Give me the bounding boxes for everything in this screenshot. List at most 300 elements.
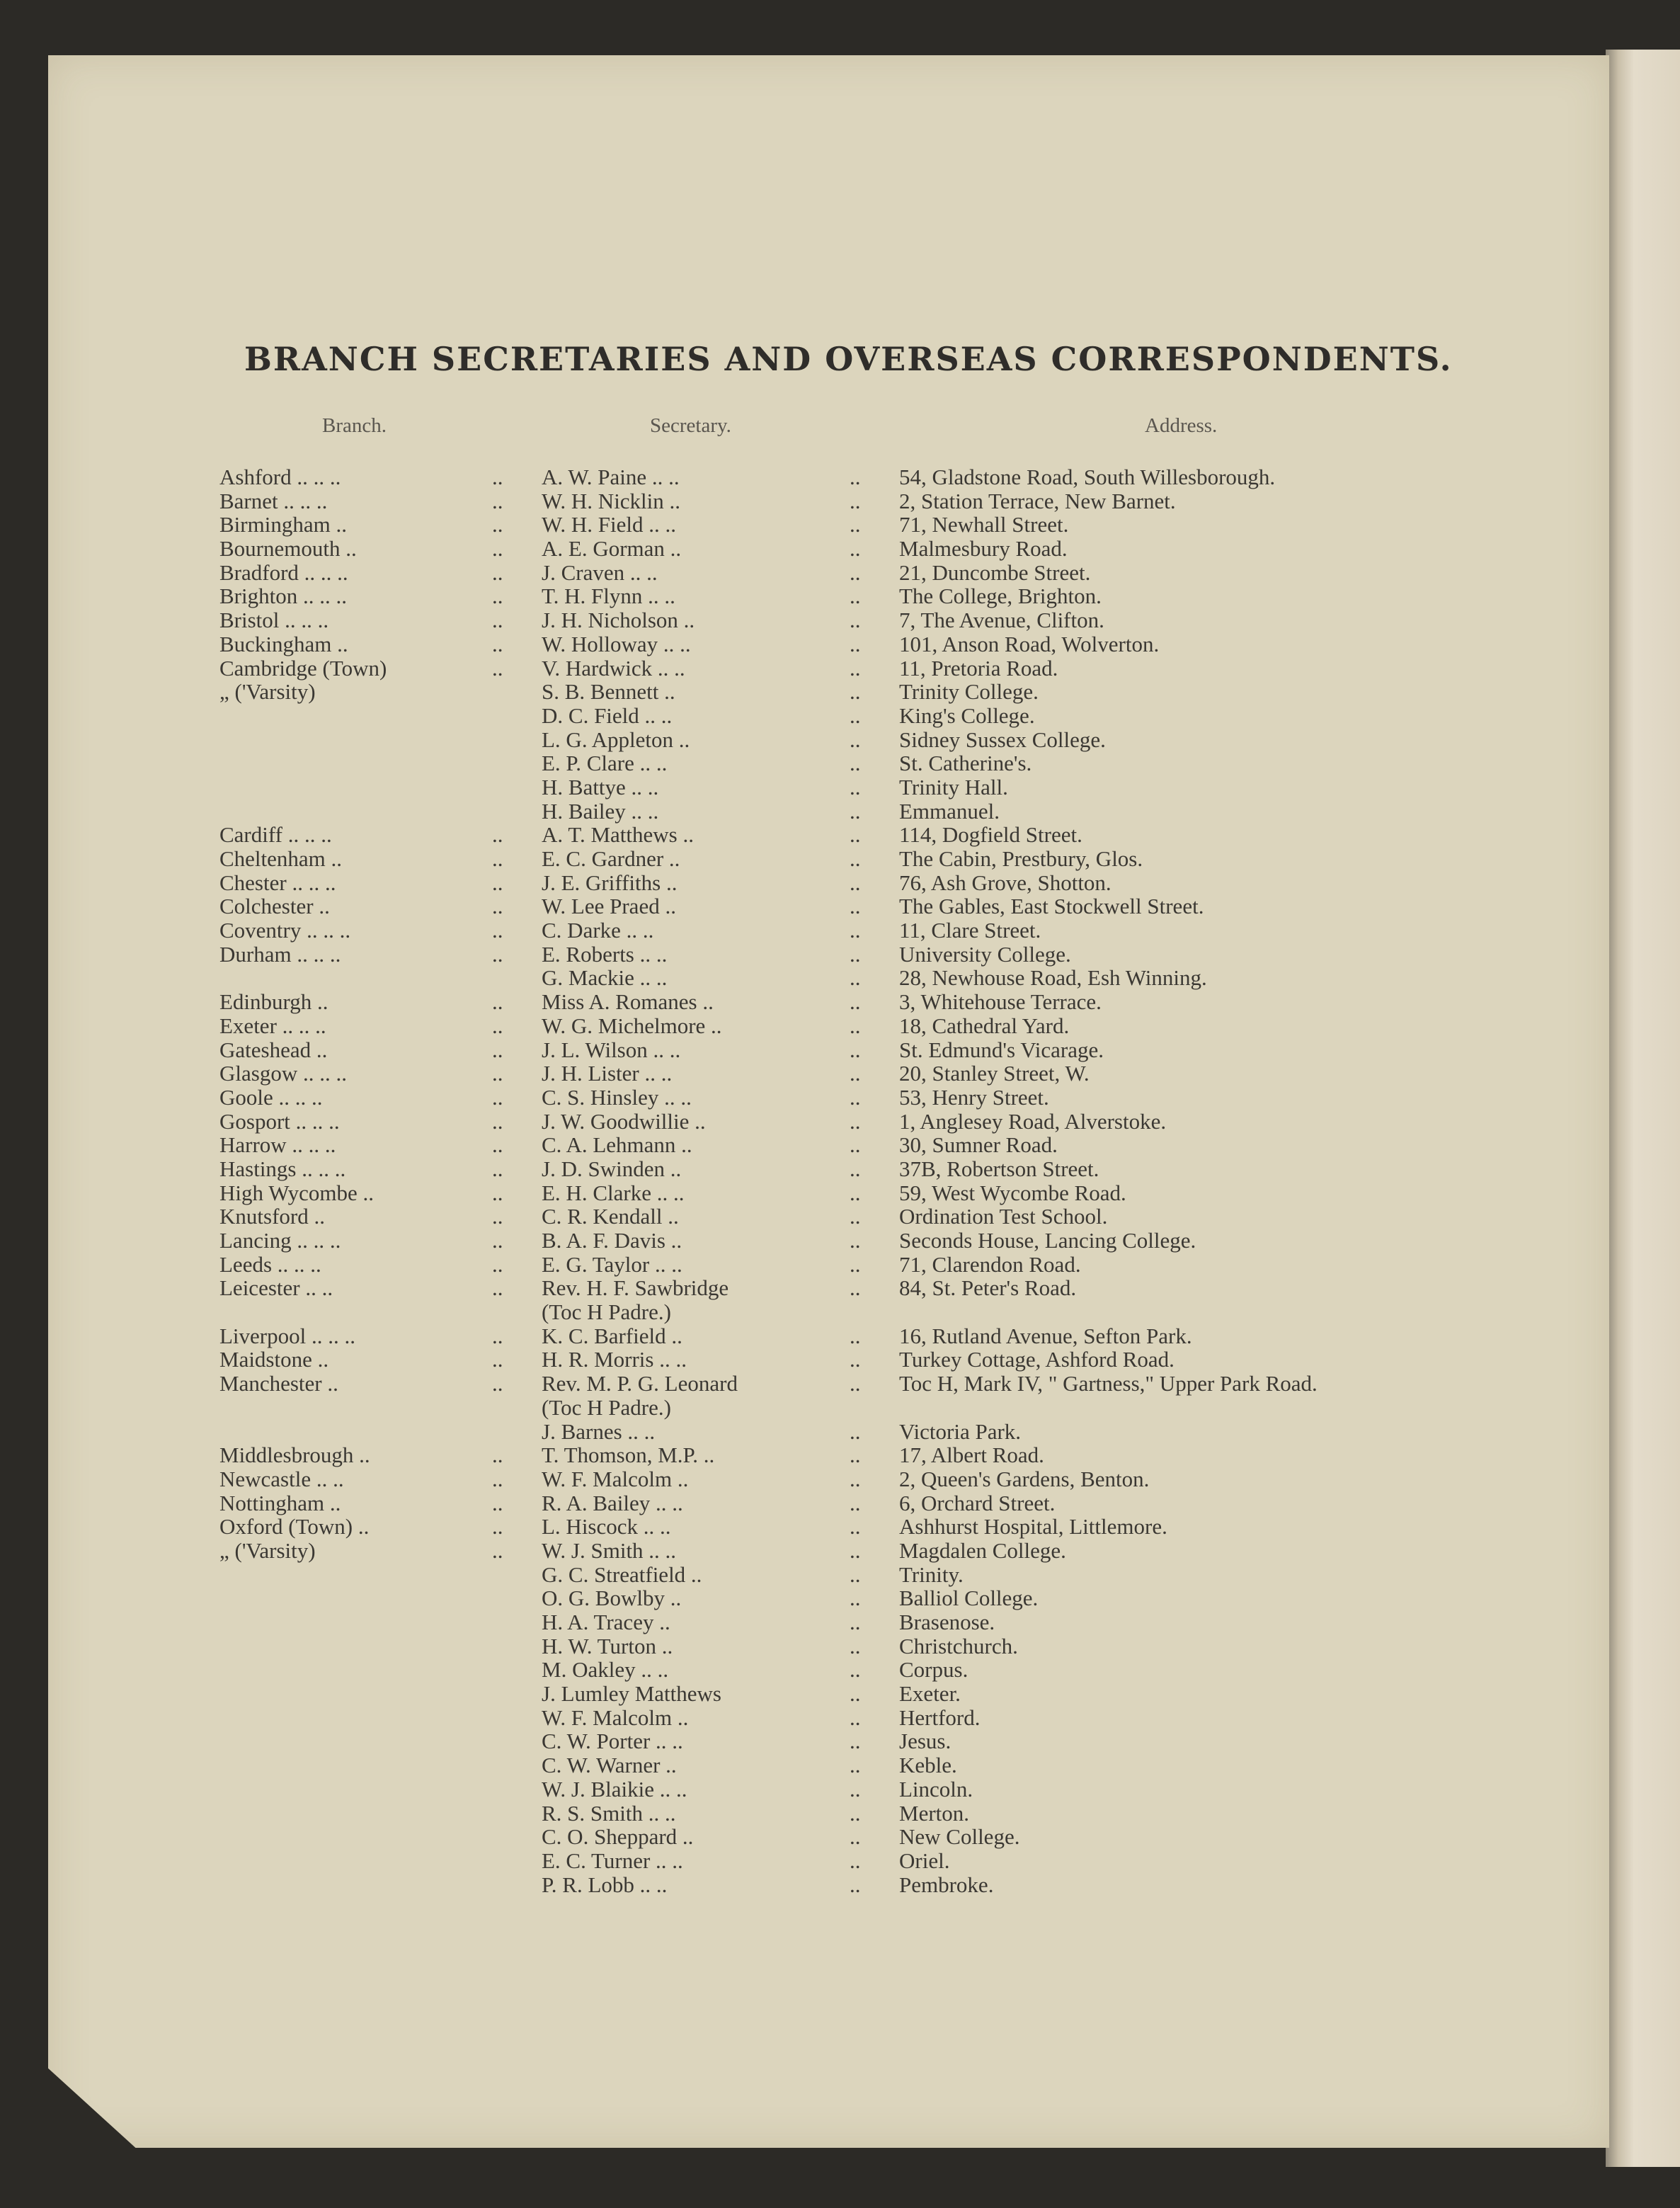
branch-name: Birmingham .. <box>219 512 347 537</box>
secretary-name: C. W. Porter .. .. <box>542 1729 683 1754</box>
address-text: Toc H, Mark IV, " Gartness," Upper Park Road. <box>899 1371 1318 1396</box>
directory-row <box>219 1539 1550 1563</box>
address-text: The Gables, East Stockwell Street. <box>899 894 1204 919</box>
branch-name: Bournemouth .. <box>219 536 357 562</box>
secretary-name: W. Holloway .. .. <box>542 631 691 656</box>
leader-dots: .. <box>850 1418 861 1444</box>
leader-dots: .. <box>850 1156 861 1181</box>
address-text: 2, Queen's Gardens, Benton. <box>899 1466 1150 1491</box>
directory-row <box>219 1515 1550 1539</box>
leader-dots: .. <box>850 1561 861 1587</box>
directory-row <box>219 465 1550 489</box>
leader-dots: .. <box>850 1872 861 1897</box>
branch-name: „ ('Varsity) <box>219 1537 316 1563</box>
directory-row <box>219 1873 1550 1897</box>
directory-row <box>219 1229 1550 1253</box>
leader-dots: .. <box>850 1490 861 1515</box>
directory-row <box>219 1658 1550 1682</box>
leader-dots: .. <box>850 1061 861 1086</box>
directory-row <box>219 1682 1550 1706</box>
address-text: Oriel. <box>899 1848 950 1873</box>
branch-name: Brighton .. .. .. <box>219 584 347 609</box>
directory-row <box>219 1753 1550 1777</box>
secretary-name: J. W. Goodwillie .. <box>542 1108 706 1134</box>
directory-row <box>219 775 1550 799</box>
leader-dots: .. <box>850 584 861 609</box>
directory-row <box>219 608 1550 632</box>
secretary-name: R. A. Bailey .. .. <box>542 1490 683 1515</box>
address-text: 71, Clarendon Road. <box>899 1251 1081 1277</box>
directory-row <box>219 1777 1550 1802</box>
leader-dots: .. <box>850 1347 861 1372</box>
address-text: 30, Sumner Road. <box>899 1132 1058 1158</box>
secretary-name: H. R. Morris .. .. <box>542 1347 687 1372</box>
directory-row <box>219 751 1550 775</box>
branch-name: Bradford .. .. .. <box>219 559 348 585</box>
leader-dots: .. <box>850 1537 861 1563</box>
address-text: 37B, Robertson Street. <box>899 1156 1099 1181</box>
branch-name: Nottingham .. <box>219 1490 341 1515</box>
branch-name: Gateshead .. <box>219 1037 328 1062</box>
address-text: 76, Ash Grove, Shotton. <box>899 870 1112 895</box>
branch-name: Colchester .. <box>219 894 330 919</box>
secretary-name: J. L. Wilson .. .. <box>542 1037 681 1062</box>
leader-dots: .. <box>492 1323 503 1348</box>
leader-dots: .. <box>850 679 861 705</box>
directory-row <box>219 632 1550 656</box>
leader-dots: .. <box>850 1466 861 1491</box>
secretary-name: T. H. Flynn .. .. <box>542 584 675 609</box>
leader-dots: .. <box>492 1251 503 1277</box>
directory-row <box>219 1157 1550 1181</box>
leader-dots: .. <box>850 1848 861 1873</box>
branch-name: Buckingham .. <box>219 631 348 656</box>
leader-dots: .. <box>850 1228 861 1253</box>
leader-dots: .. <box>850 1204 861 1229</box>
leader-dots: .. <box>850 846 861 871</box>
leader-dots: .. <box>492 1466 503 1491</box>
secretary-name: V. Hardwick .. .. <box>542 655 685 681</box>
address-text: 54, Gladstone Road, South Willesborough. <box>899 465 1276 489</box>
secretary-name: Miss A. Romanes .. <box>542 989 714 1015</box>
directory-row <box>219 1825 1550 1849</box>
secretary-name: (Toc H Padre.) <box>542 1299 671 1325</box>
directory-row <box>219 656 1550 681</box>
branch-name: Cambridge (Town) <box>219 655 387 681</box>
address-text: Merton. <box>899 1800 970 1826</box>
branch-name: Leicester .. .. <box>219 1275 333 1301</box>
leader-dots: .. <box>850 608 861 633</box>
leader-dots: .. <box>850 1753 861 1778</box>
address-text: 101, Anson Road, Wolverton. <box>899 631 1160 656</box>
branch-name: Maidstone .. <box>219 1347 329 1372</box>
leader-dots: .. <box>850 1800 861 1826</box>
leader-dots: .. <box>850 655 861 681</box>
branch-name: Gosport .. .. .. <box>219 1108 340 1134</box>
address-text: Trinity College. <box>899 679 1039 705</box>
secretary-name: E. H. Clarke .. .. <box>542 1180 685 1205</box>
secretary-name: Rev. H. F. Sawbridge <box>542 1275 729 1301</box>
address-text: King's College. <box>899 702 1035 728</box>
leader-dots: .. <box>850 1442 861 1468</box>
leader-dots: .. <box>492 559 503 585</box>
secretary-name: M. Oakley .. .. <box>542 1657 669 1683</box>
leader-dots: .. <box>492 1180 503 1205</box>
address-text: 11, Clare Street. <box>899 918 1041 943</box>
directory-row <box>219 489 1550 513</box>
secretary-name: E. C. Gardner .. <box>542 846 680 871</box>
address-text: University College. <box>899 941 1071 967</box>
secretary-name: D. C. Field .. .. <box>542 702 673 728</box>
leader-dots: .. <box>492 1347 503 1372</box>
address-text: Balliol College. <box>899 1586 1039 1611</box>
branch-name: High Wycombe .. <box>219 1180 374 1205</box>
leader-dots: .. <box>492 1061 503 1086</box>
leader-dots: .. <box>850 965 861 991</box>
leader-dots: .. <box>850 465 861 489</box>
address-text: Hertford. <box>899 1705 981 1730</box>
secretary-name: A. W. Paine .. .. <box>542 465 680 489</box>
leader-dots: .. <box>850 1251 861 1277</box>
address-text: Emmanuel. <box>899 798 1000 824</box>
leader-dots: .. <box>850 989 861 1015</box>
address-text: Magdalen College. <box>899 1537 1066 1563</box>
branch-name: Liverpool .. .. .. <box>219 1323 355 1348</box>
leader-dots: .. <box>492 822 503 848</box>
address-text: 114, Dogfield Street. <box>899 822 1082 848</box>
address-text: Victoria Park. <box>899 1418 1022 1444</box>
leader-dots: .. <box>492 1204 503 1229</box>
directory-row <box>219 1300 1550 1324</box>
secretary-name: C. A. Lehmann .. <box>542 1132 692 1158</box>
secretary-name: W. G. Michelmore .. <box>542 1013 722 1038</box>
leader-dots: .. <box>492 1013 503 1038</box>
secretary-name: G. Mackie .. .. <box>542 965 668 991</box>
directory-row <box>219 1491 1550 1515</box>
leader-dots: .. <box>850 1681 861 1707</box>
directory-row <box>219 561 1550 585</box>
directory-row <box>219 943 1550 967</box>
address-text: 3, Whitehouse Terrace. <box>899 989 1102 1015</box>
address-text: 28, Newhouse Road, Esh Winning. <box>899 965 1207 991</box>
next-page-edge <box>1606 50 1680 2167</box>
address-text: St. Edmund's Vicarage. <box>899 1037 1104 1062</box>
secretary-name: K. C. Barfield .. <box>542 1323 682 1348</box>
secretary-name: J. Lumley Matthews <box>542 1681 721 1707</box>
secretary-name: W. H. Nicklin .. <box>542 488 681 513</box>
leader-dots: .. <box>850 894 861 919</box>
directory-row <box>219 1849 1550 1873</box>
secretary-name: J. E. Griffiths .. <box>542 870 678 895</box>
secretary-name: A. T. Matthews .. <box>542 822 694 848</box>
secretary-name: W. J. Blaikie .. .. <box>542 1776 687 1802</box>
branch-name: Chester .. .. .. <box>219 870 336 895</box>
secretary-name: W. Lee Praed .. <box>542 894 676 919</box>
branch-name: Manchester .. <box>219 1371 338 1396</box>
secretary-name: J. H. Lister .. .. <box>542 1061 673 1086</box>
directory-row <box>219 537 1550 561</box>
leader-dots: .. <box>850 1013 861 1038</box>
address-text: Brasenose. <box>899 1610 995 1634</box>
secretary-name: H. W. Turton .. <box>542 1633 673 1658</box>
leader-dots: .. <box>492 655 503 681</box>
leader-dots: .. <box>850 798 861 824</box>
address-text: The College, Brighton. <box>899 584 1102 609</box>
directory-row <box>219 1706 1550 1730</box>
secretary-name: J. Craven .. .. <box>542 559 658 585</box>
leader-dots: .. <box>492 465 503 489</box>
leader-dots: .. <box>850 512 861 537</box>
secretary-name: O. G. Bowlby .. <box>542 1586 682 1611</box>
secretary-name: L. Hiscock .. .. <box>542 1514 671 1540</box>
address-text: Sidney Sussex College. <box>899 727 1106 752</box>
leader-dots: .. <box>850 1275 861 1301</box>
page-title: BRANCH SECRETARIES AND OVERSEAS CORRESPONDENTS. <box>244 340 1453 378</box>
directory-row <box>219 1420 1550 1444</box>
secretary-name: (Toc H Padre.) <box>542 1394 671 1420</box>
directory-row <box>219 728 1550 752</box>
secretary-name: S. B. Bennett .. <box>542 679 675 705</box>
secretary-name: R. S. Smith .. .. <box>542 1800 676 1826</box>
leader-dots: .. <box>492 1514 503 1540</box>
directory-row <box>219 584 1550 608</box>
branch-name: Cardiff .. .. .. <box>219 822 332 848</box>
address-text: Malmesbury Road. <box>899 536 1068 562</box>
leader-dots: .. <box>492 1442 503 1468</box>
address-text: 21, Duncombe Street. <box>899 559 1091 585</box>
address-text: 18, Cathedral Yard. <box>899 1013 1070 1038</box>
directory-row <box>219 1062 1550 1086</box>
leader-dots: .. <box>850 822 861 848</box>
directory-row <box>219 1348 1550 1372</box>
leader-dots: .. <box>492 1537 503 1563</box>
secretary-name: C. S. Hinsley .. .. <box>542 1084 692 1110</box>
column-header-secretary: Secretary. <box>650 414 731 437</box>
branch-name: Glasgow .. .. .. <box>219 1061 347 1086</box>
secretary-name: W. H. Field .. .. <box>542 512 677 537</box>
address-text: 17, Albert Road. <box>899 1442 1044 1468</box>
secretary-name: J. Barnes .. .. <box>542 1418 656 1444</box>
leader-dots: .. <box>492 894 503 919</box>
address-text: Turkey Cottage, Ashford Road. <box>899 1347 1175 1372</box>
secretary-name: W. J. Smith .. .. <box>542 1537 677 1563</box>
leader-dots: .. <box>492 1490 503 1515</box>
directory-row <box>219 1324 1550 1348</box>
leader-dots: .. <box>850 727 861 752</box>
leader-dots: .. <box>850 1776 861 1802</box>
leader-dots: .. <box>492 1275 503 1301</box>
leader-dots: .. <box>492 989 503 1015</box>
address-text: 16, Rutland Avenue, Sefton Park. <box>899 1323 1192 1348</box>
directory-row <box>219 799 1550 824</box>
secretary-name: W. F. Malcolm .. <box>542 1466 689 1491</box>
leader-dots: .. <box>850 559 861 585</box>
address-text: 6, Orchard Street. <box>899 1490 1056 1515</box>
leader-dots: .. <box>850 1323 861 1348</box>
branch-name: Coventry .. .. .. <box>219 918 351 943</box>
branch-name: Newcastle .. .. <box>219 1466 344 1491</box>
branch-name: „ ('Varsity) <box>219 679 316 705</box>
leader-dots: .. <box>850 1084 861 1110</box>
address-text: Jesus. <box>899 1729 952 1754</box>
leader-dots: .. <box>492 1084 503 1110</box>
leader-dots: .. <box>492 536 503 562</box>
secretary-name: G. C. Streatfield .. <box>542 1561 702 1587</box>
address-text: 53, Henry Street. <box>899 1084 1049 1110</box>
leader-dots: .. <box>850 536 861 562</box>
leader-dots: .. <box>850 918 861 943</box>
leader-dots: .. <box>492 1156 503 1181</box>
secretary-name: J. H. Nicholson .. <box>542 608 695 633</box>
directory-row <box>219 1563 1550 1587</box>
directory-row <box>219 1634 1550 1658</box>
branch-name: Knutsford .. <box>219 1204 325 1229</box>
secretary-name: C. R. Kendall .. <box>542 1204 679 1229</box>
secretary-name: C. W. Warner .. <box>542 1753 677 1778</box>
leader-dots: .. <box>850 631 861 656</box>
leader-dots: .. <box>492 1371 503 1396</box>
leader-dots: .. <box>850 488 861 513</box>
address-text: 7, The Avenue, Clifton. <box>899 608 1104 633</box>
address-text: Keble. <box>899 1753 957 1778</box>
leader-dots: .. <box>492 870 503 895</box>
directory-row <box>219 513 1550 537</box>
leader-dots: .. <box>850 1824 861 1850</box>
secretary-name: C. O. Sheppard .. <box>542 1824 694 1850</box>
leader-dots: .. <box>850 1108 861 1134</box>
directory-row <box>219 1443 1550 1467</box>
secretary-name: E. P. Clare .. .. <box>542 751 668 776</box>
secretary-name: A. E. Gorman .. <box>542 536 682 562</box>
leader-dots: .. <box>850 751 861 776</box>
directory-row <box>219 1467 1550 1491</box>
directory-row <box>219 1372 1550 1396</box>
directory-row <box>219 1586 1550 1610</box>
branch-name: Bristol .. .. .. <box>219 608 329 633</box>
address-text: Ashhurst Hospital, Littlemore. <box>899 1514 1167 1540</box>
leader-dots: .. <box>850 1180 861 1205</box>
address-text: 1, Anglesey Road, Alverstoke. <box>899 1108 1167 1134</box>
branch-name: Ashford .. .. .. <box>219 465 341 489</box>
secretary-name: C. Darke .. .. <box>542 918 654 943</box>
branch-name: Leeds .. .. .. <box>219 1251 321 1277</box>
address-text: Corpus. <box>899 1657 968 1683</box>
address-text: Exeter. <box>899 1681 961 1707</box>
directory-row <box>219 1253 1550 1277</box>
branch-name: Lancing .. .. .. <box>219 1228 341 1253</box>
leader-dots: .. <box>850 1705 861 1730</box>
secretary-name: H. A. Tracey .. <box>542 1610 670 1634</box>
leader-dots: .. <box>492 1228 503 1253</box>
leader-dots: .. <box>850 1586 861 1611</box>
leader-dots: .. <box>850 774 861 799</box>
address-text: Trinity. <box>899 1561 964 1587</box>
branch-directory <box>219 465 1550 1896</box>
leader-dots: .. <box>492 1132 503 1158</box>
secretary-name: E. Roberts .. .. <box>542 941 668 967</box>
branch-name: Harrow .. .. .. <box>219 1132 336 1158</box>
leader-dots: .. <box>850 702 861 728</box>
secretary-name: H. Battye .. .. <box>542 774 659 799</box>
directory-row <box>219 894 1550 918</box>
address-text: Ordination Test School. <box>899 1204 1108 1229</box>
address-text: New College. <box>899 1824 1020 1850</box>
directory-row <box>219 1276 1550 1300</box>
leader-dots: .. <box>492 1108 503 1134</box>
secretary-name: B. A. F. Davis .. <box>542 1228 682 1253</box>
branch-name: Hastings .. .. .. <box>219 1156 346 1181</box>
address-text: The Cabin, Prestbury, Glos. <box>899 846 1143 871</box>
branch-name: Oxford (Town) .. <box>219 1514 370 1540</box>
address-text: Christchurch. <box>899 1633 1018 1658</box>
secretary-name: L. G. Appleton .. <box>542 727 690 752</box>
leader-dots: .. <box>850 1132 861 1158</box>
leader-dots: .. <box>492 631 503 656</box>
secretary-name: J. D. Swinden .. <box>542 1156 682 1181</box>
secretary-name: Rev. M. P. G. Leonard <box>542 1371 738 1396</box>
branch-name: Exeter .. .. .. <box>219 1013 326 1038</box>
address-text: 2, Station Terrace, New Barnet. <box>899 488 1176 513</box>
directory-row <box>219 1729 1550 1753</box>
secretary-name: P. R. Lobb .. .. <box>542 1872 668 1897</box>
branch-name: Durham .. .. .. <box>219 941 341 967</box>
address-text: Trinity Hall. <box>899 774 1008 799</box>
directory-row <box>219 1110 1550 1134</box>
address-text: Pembroke. <box>899 1872 994 1897</box>
directory-row <box>219 1802 1550 1826</box>
address-text: St. Catherine's. <box>899 751 1032 776</box>
leader-dots: .. <box>492 1037 503 1062</box>
leader-dots: .. <box>850 1037 861 1062</box>
address-text: Seconds House, Lancing College. <box>899 1228 1196 1253</box>
secretary-name: H. Bailey .. .. <box>542 798 659 824</box>
directory-row <box>219 918 1550 943</box>
address-text: Lincoln. <box>899 1776 973 1802</box>
leader-dots: .. <box>492 488 503 513</box>
leader-dots: .. <box>850 1514 861 1540</box>
leader-dots: .. <box>492 918 503 943</box>
leader-dots: .. <box>492 608 503 633</box>
leader-dots: .. <box>850 941 861 967</box>
column-header-address: Address. <box>1145 414 1218 437</box>
directory-row <box>219 1133 1550 1157</box>
leader-dots: .. <box>850 1633 861 1658</box>
leader-dots: .. <box>850 1371 861 1396</box>
leader-dots: .. <box>850 1729 861 1754</box>
address-text: 84, St. Peter's Road. <box>899 1275 1077 1301</box>
leader-dots: .. <box>492 846 503 871</box>
directory-row <box>219 823 1550 847</box>
branch-name: Middlesbrough .. <box>219 1442 370 1468</box>
branch-name: Edinburgh .. <box>219 989 328 1015</box>
branch-name: Cheltenham .. <box>219 846 343 871</box>
directory-row <box>219 1038 1550 1062</box>
branch-name: Goole .. .. .. <box>219 1084 323 1110</box>
directory-row <box>219 704 1550 728</box>
leader-dots: .. <box>492 584 503 609</box>
directory-row <box>219 966 1550 990</box>
directory-row <box>219 1205 1550 1229</box>
secretary-name: T. Thomson, M.P. .. <box>542 1442 715 1468</box>
secretary-name: E. G. Taylor .. .. <box>542 1251 682 1277</box>
directory-row <box>219 1181 1550 1205</box>
directory-row <box>219 871 1550 895</box>
leader-dots: .. <box>492 512 503 537</box>
directory-row <box>219 1086 1550 1110</box>
address-text: 71, Newhall Street. <box>899 512 1069 537</box>
column-header-branch: Branch. <box>322 414 387 437</box>
address-text: 20, Stanley Street, W. <box>899 1061 1090 1086</box>
